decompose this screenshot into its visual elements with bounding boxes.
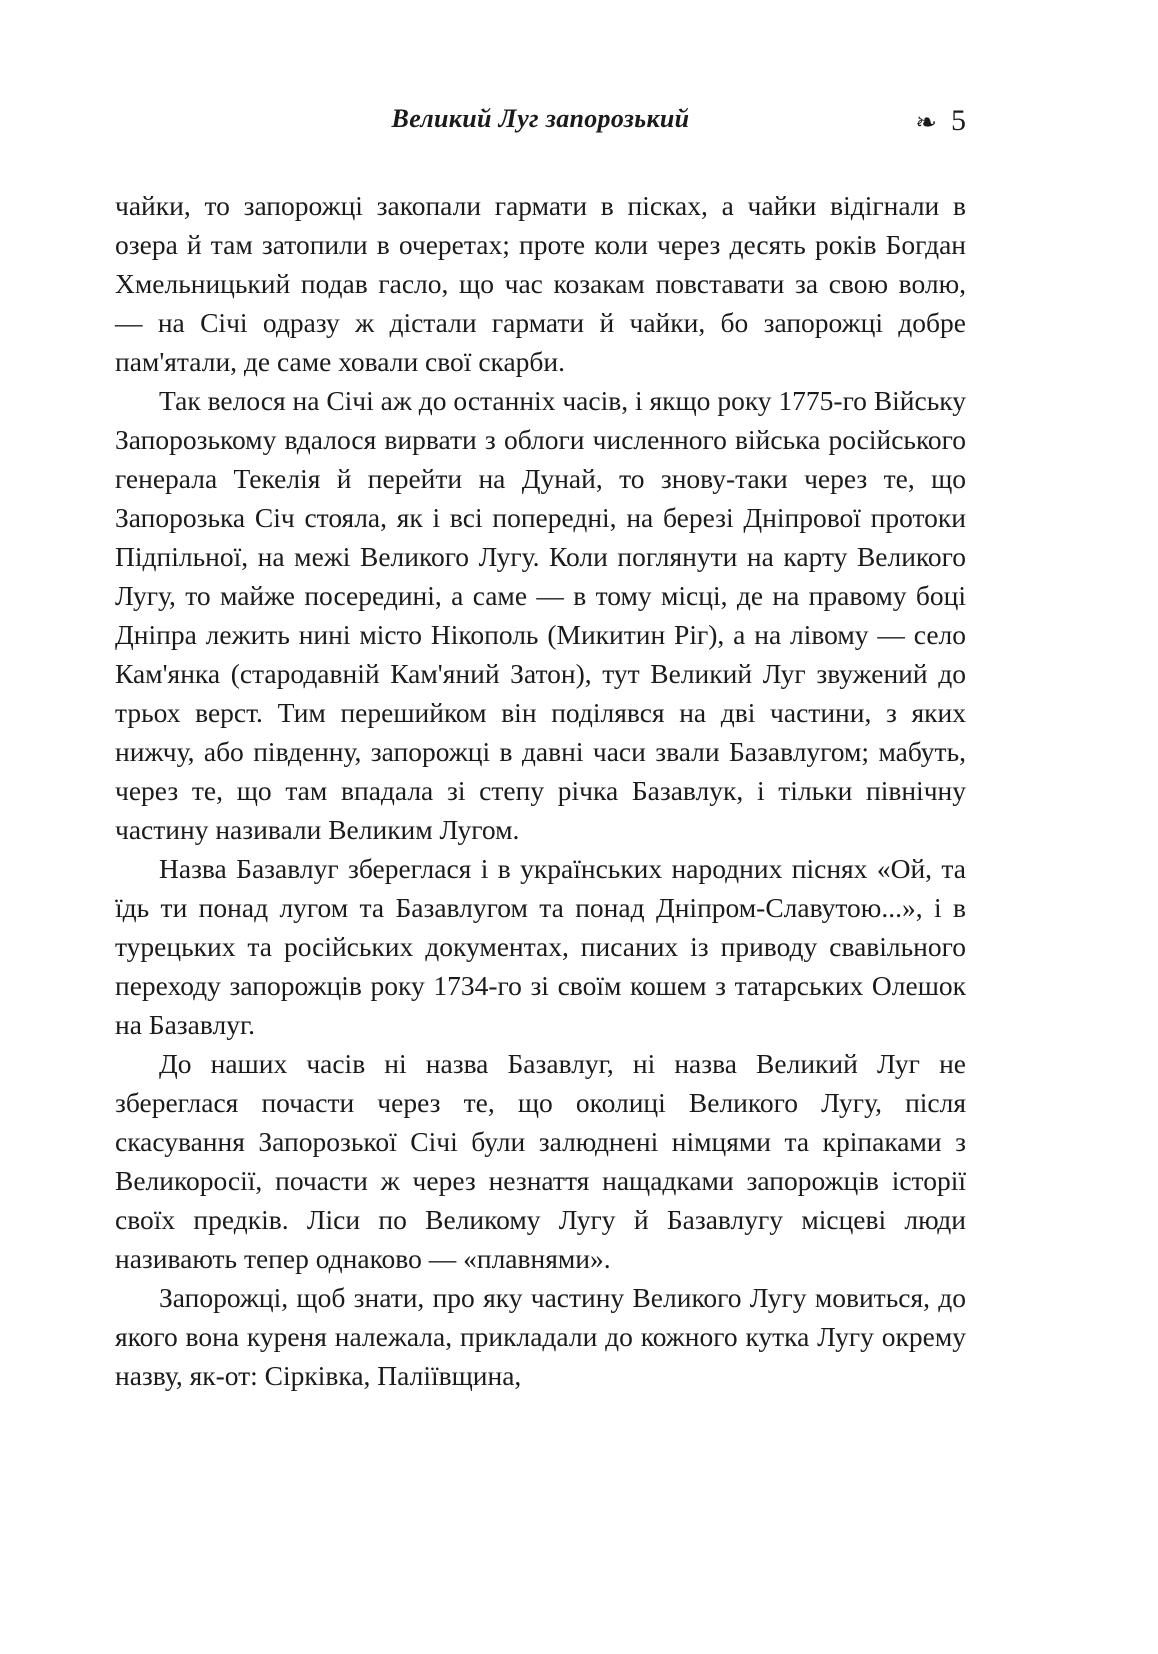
paragraph-1: чайки, то запорожці закопали гармати в пісках, а чайки відігнали в озера й там затопили в очеретах; проте коли через десять років Богдан Хмельницький подав гасло, що час козакам повставати за свою волю, — на Січі одразу ж дістали гармати й чайки, бо запорожці добре пам'ятали, де саме ховали свої скарби. bbox=[115, 190, 966, 377]
fleuron-icon: ❧ bbox=[915, 108, 937, 137]
running-title: Великий Луг запорозький bbox=[391, 104, 690, 133]
page-number: 5 bbox=[951, 104, 966, 137]
paragraph-5: Запорожці, щоб знати, про яку частину Великого Лугу мовиться, до якого вона куреня належала, прикладали до кожного кутка Лугу окрему назву, як-от: Сірківка, Паліївщина, bbox=[115, 1282, 966, 1391]
folio-group bbox=[915, 104, 966, 139]
paragraph-3: Назва Базавлуг збереглася і в українських народних піснях «Ой, та їдь ти понад лугом та Базавлугом та понад Дніпром-Славутою...», і в турецьких та російських документах, писаних із приводу свавільного переходу запорожців року 1734-го зі своїм кошем з татарських Олешок на Базавлуг. bbox=[115, 853, 966, 1040]
running-header bbox=[115, 104, 966, 144]
paragraph-2: Так велося на Січі аж до останніх часів, і якщо року 1775-го Війську Запорозькому вдалося вирвати з облоги численного війська російського генерала Текелія й перейти на Дунай, то знову-таки через те, що Запорозька Січ стояла, як і всі попередні, на березі Дніпрової протоки Підпільної, на межі Великого Лугу. Коли поглянути на карту Великого Лугу, то майже посередині, а саме — в тому місці, де на правому боці Дніпра лежить нині місто Нікополь (Микитин Ріг), а на лівому — село Кам'янка (стародавній Кам'яний Затон), тут Великий Луг звужений до трьох верст. Тим перешийком він поділявся на дві частини, з яких нижчу, або південну, запорожці в давні часи звали Базавлугом; мабуть, через те, що там впадала зі степу річка Базавлук, і тільки північну частину називали Великим Лугом. bbox=[115, 385, 966, 845]
paragraph-4: До наших часів ні назва Базавлуг, ні назва Великий Луг не збереглася почасти через те, що околиці Великого Лугу, після скасування Запорозької Січі були залюднені німцями та кріпаками з Великоросії, почасти ж через незнаття нащадками запорожців історії своїх предків. Ліси по Великому Лугу й Базавлугу місцеві люди називають тепер однаково — «плавнями». bbox=[115, 1048, 966, 1274]
body-text bbox=[115, 186, 966, 1395]
